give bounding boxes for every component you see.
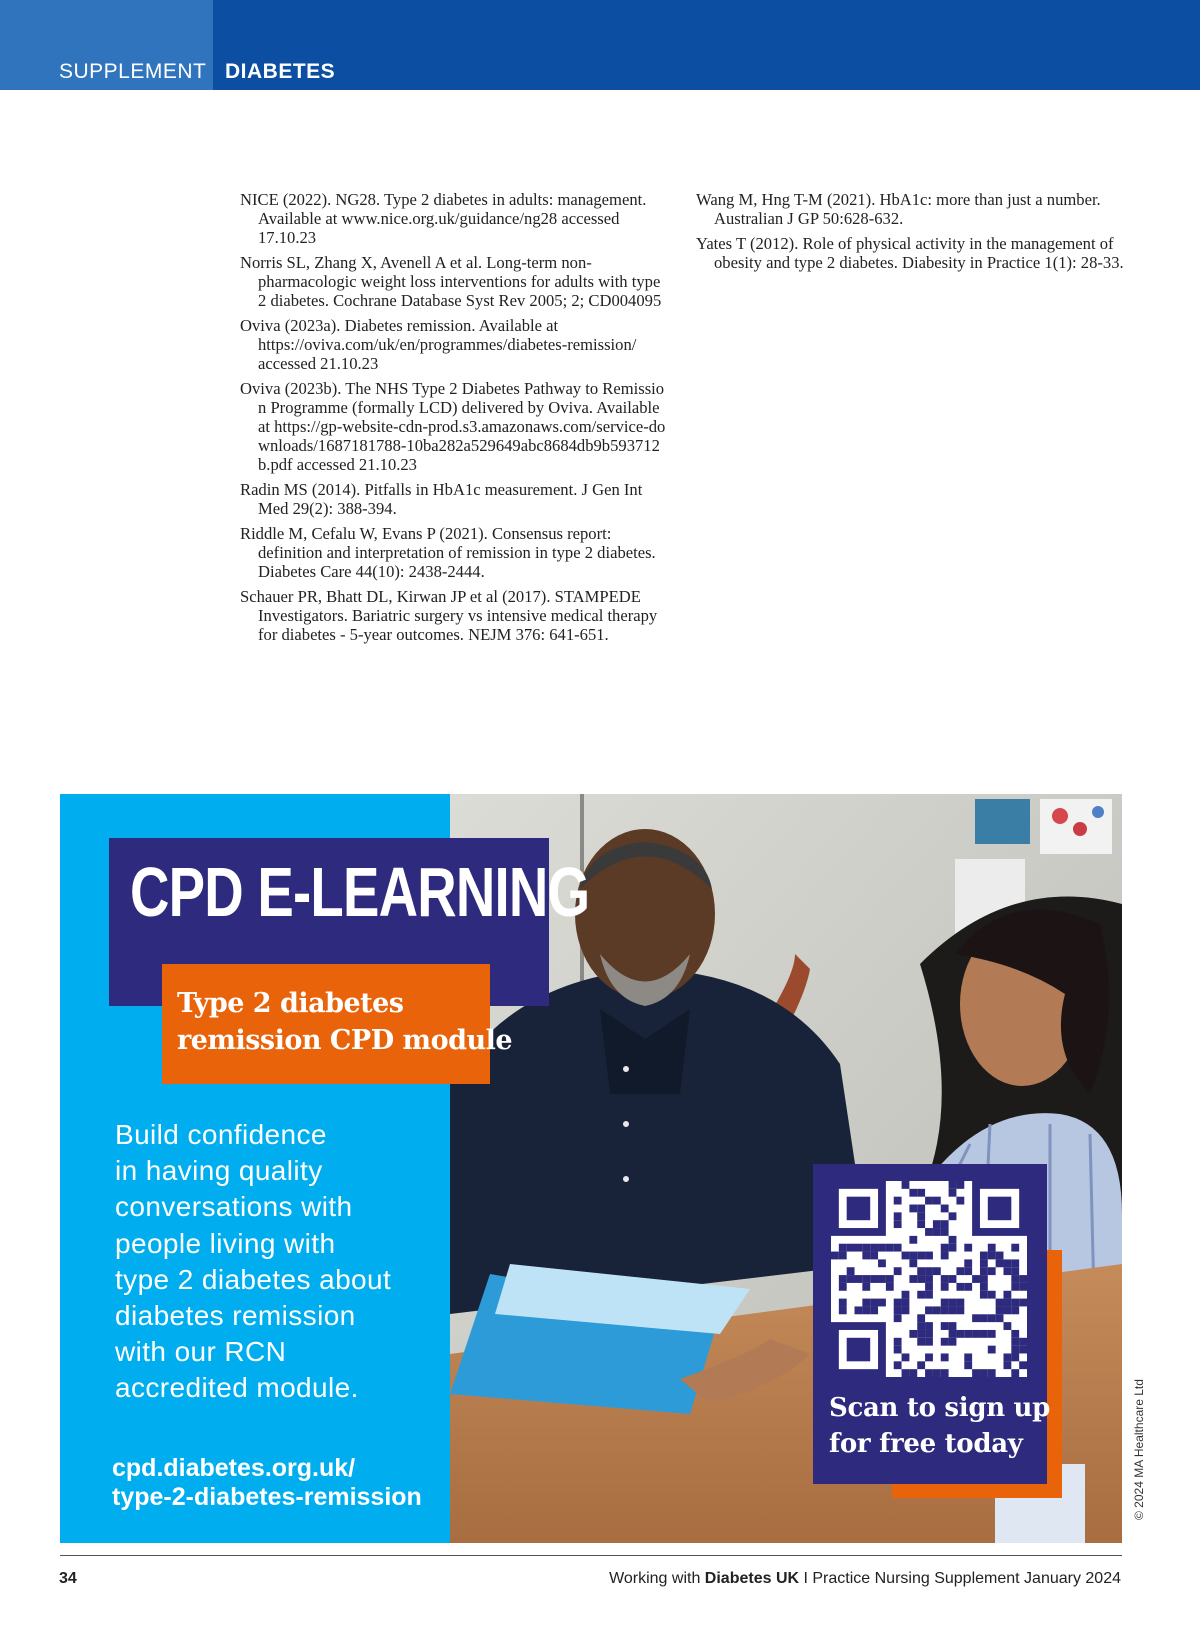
qr-module xyxy=(941,1338,949,1346)
qr-module xyxy=(956,1197,964,1205)
body-line: Build confidence xyxy=(115,1119,327,1150)
qr-module xyxy=(1011,1267,1019,1275)
reference-item: Wang M, Hng T-M (2021). HbA1c: more than just a number. Australian J GP 50:628-632. xyxy=(696,190,1101,228)
qr-module xyxy=(862,1299,870,1307)
qr-module xyxy=(925,1306,933,1314)
qr-module xyxy=(1019,1361,1027,1369)
qr-module xyxy=(902,1353,910,1361)
qr-module xyxy=(996,1314,1004,1322)
qr-module xyxy=(870,1275,878,1283)
body-line: type 2 diabetes about xyxy=(115,1263,392,1295)
qr-module xyxy=(941,1369,949,1377)
qr-module xyxy=(847,1275,855,1283)
qr-module xyxy=(988,1291,996,1299)
qr-module xyxy=(988,1314,996,1322)
qr-module xyxy=(894,1267,902,1275)
qr-module xyxy=(894,1220,902,1228)
qr-module xyxy=(909,1189,917,1197)
qr-module xyxy=(1011,1338,1019,1346)
qr-module xyxy=(980,1259,988,1267)
footer-divider xyxy=(60,1555,1122,1556)
qr-module xyxy=(909,1205,917,1213)
qr-module xyxy=(980,1291,988,1299)
qr-module xyxy=(909,1275,917,1283)
qr-module xyxy=(894,1197,902,1205)
qr-module xyxy=(964,1330,972,1338)
qr-code-icon[interactable] xyxy=(831,1181,1027,1377)
qr-module xyxy=(870,1306,878,1314)
qr-module xyxy=(870,1252,878,1260)
advert-url[interactable] xyxy=(112,1454,422,1512)
qr-module xyxy=(988,1244,996,1252)
qr-module xyxy=(925,1267,933,1275)
qr-module xyxy=(1003,1322,1011,1330)
qr-module xyxy=(964,1283,972,1291)
qr-module xyxy=(980,1267,988,1275)
qr-module xyxy=(839,1283,847,1291)
qr-module xyxy=(1019,1299,1027,1307)
body-line: people living with xyxy=(115,1227,336,1259)
qr-module xyxy=(980,1314,988,1322)
qr-module xyxy=(964,1244,972,1252)
qr-module xyxy=(925,1252,933,1260)
reference-item: Riddle M, Cefalu W, Evans P (2021). Consensus report: definition and interpretation of remission in type 2 diabetes. Diabetes Care 44(10): 2438-2444. xyxy=(240,524,656,581)
qr-module xyxy=(917,1338,925,1346)
qr-module xyxy=(980,1252,988,1260)
qr-module xyxy=(972,1275,980,1283)
qr-module xyxy=(980,1275,988,1283)
qr-module xyxy=(988,1197,1012,1221)
qr-module xyxy=(917,1330,925,1338)
qr-module xyxy=(847,1338,871,1362)
module-label-line-1: Type 2 diabetes xyxy=(177,988,404,1019)
qr-module xyxy=(1003,1299,1011,1307)
qr-module xyxy=(1003,1267,1011,1275)
qr-module xyxy=(972,1369,980,1377)
qr-module xyxy=(949,1181,957,1189)
qr-module xyxy=(862,1252,870,1260)
qr-module xyxy=(909,1330,917,1338)
qr-module xyxy=(988,1252,996,1260)
qr-module xyxy=(839,1252,847,1260)
qr-module xyxy=(1011,1283,1019,1291)
qr-module xyxy=(917,1205,925,1213)
qr-module xyxy=(988,1330,996,1338)
qr-module xyxy=(909,1252,917,1260)
qr-module xyxy=(941,1283,949,1291)
qr-module xyxy=(902,1369,910,1377)
reference-item: Oviva (2023b). The NHS Type 2 Diabetes Pathway to Remission Programme (formally LCD) delivered by Oviva. Available at https://gp-website-cdn-prod.s3.amazonaws.com/service-downloads/1687181788-10ba282a529649abc8684db9b593712b.pdf accessed 21.10.23 xyxy=(240,379,666,474)
qr-module xyxy=(996,1299,1004,1307)
qr-module xyxy=(972,1330,980,1338)
qr-module xyxy=(933,1228,941,1236)
qr-module xyxy=(862,1275,870,1283)
qr-module xyxy=(1003,1361,1011,1369)
qr-module xyxy=(1003,1291,1011,1299)
qr-module xyxy=(839,1275,847,1283)
qr-module xyxy=(949,1306,957,1314)
footer-brand: Diabetes UK xyxy=(704,1570,800,1587)
reference-item: Yates T (2012). Role of physical activity in the management of obesity and type 2 diabetes. Diabesity in Practice 1(1): 28-33. xyxy=(696,234,1124,272)
references-column-2 xyxy=(696,190,1126,278)
qr-module xyxy=(894,1314,902,1322)
qr-module xyxy=(925,1228,933,1236)
qr-module xyxy=(980,1330,988,1338)
header-band xyxy=(0,0,1200,90)
qr-module xyxy=(925,1197,933,1205)
body-line: conversations with xyxy=(115,1191,353,1223)
qr-module xyxy=(980,1283,988,1291)
qr-module xyxy=(917,1361,925,1369)
qr-module xyxy=(925,1283,933,1291)
body-line: diabetes remission xyxy=(115,1300,356,1332)
qr-module xyxy=(996,1252,1004,1260)
qr-module xyxy=(1011,1330,1019,1338)
qr-module xyxy=(870,1299,878,1307)
qr-module xyxy=(1011,1353,1019,1361)
qr-module xyxy=(1003,1306,1011,1314)
qr-module xyxy=(902,1306,910,1314)
page-number: 34 xyxy=(59,1570,77,1587)
qr-module xyxy=(988,1346,996,1354)
qr-module xyxy=(925,1353,933,1361)
qr-module xyxy=(949,1244,957,1252)
qr-module xyxy=(878,1259,886,1267)
qr-module xyxy=(839,1306,847,1314)
header-section-label: SUPPLEMENT xyxy=(59,60,207,83)
qr-module xyxy=(1011,1306,1019,1314)
qr-module xyxy=(917,1220,925,1228)
qr-module xyxy=(956,1330,964,1338)
qr-module xyxy=(941,1353,949,1361)
qr-module xyxy=(909,1236,917,1244)
qr-module xyxy=(917,1314,925,1322)
qr-module xyxy=(964,1353,972,1361)
qr-module xyxy=(941,1275,949,1283)
qr-module xyxy=(917,1212,925,1220)
qr-module xyxy=(862,1283,870,1291)
qr-module xyxy=(909,1369,917,1377)
qr-module xyxy=(996,1259,1004,1267)
qr-module xyxy=(964,1267,972,1275)
qr-module xyxy=(902,1181,910,1189)
qr-module xyxy=(902,1252,910,1260)
qr-module xyxy=(941,1306,949,1314)
qr-module xyxy=(847,1197,871,1221)
qr-module xyxy=(925,1338,933,1346)
qr-module xyxy=(894,1338,902,1346)
qr-module xyxy=(886,1283,894,1291)
module-label-line-2: remission CPD module xyxy=(177,1025,513,1056)
qr-module xyxy=(831,1252,839,1260)
qr-module xyxy=(956,1267,964,1275)
module-label xyxy=(177,985,512,1059)
qr-module xyxy=(933,1267,941,1275)
body-line: accredited module. xyxy=(115,1372,359,1404)
qr-module xyxy=(941,1228,949,1236)
qr-module xyxy=(902,1291,910,1299)
advert-body-text xyxy=(115,1117,445,1407)
qr-module xyxy=(956,1283,964,1291)
qr-module xyxy=(886,1244,894,1252)
qr-module xyxy=(878,1244,886,1252)
qr-module xyxy=(839,1244,847,1252)
qr-module xyxy=(1019,1338,1027,1346)
scan-cta-line-1: Scan to sign up xyxy=(829,1393,1051,1423)
qr-module xyxy=(1011,1244,1019,1252)
qr-module xyxy=(855,1306,863,1314)
reference-item: Oviva (2023a). Diabetes remission. Available at https://oviva.com/uk/en/programmes/diabetes-remission/ accessed 21.10.23 xyxy=(240,316,637,373)
qr-module xyxy=(839,1299,847,1307)
qr-module xyxy=(925,1322,933,1330)
qr-module xyxy=(1011,1275,1019,1283)
qr-module xyxy=(941,1220,949,1228)
qr-module xyxy=(941,1322,949,1330)
qr-module xyxy=(949,1275,957,1283)
qr-module xyxy=(1011,1346,1019,1354)
qr-module xyxy=(925,1275,933,1283)
qr-module xyxy=(980,1369,988,1377)
qr-module xyxy=(917,1291,925,1299)
qr-module xyxy=(870,1244,878,1252)
qr-module xyxy=(949,1212,957,1220)
qr-module xyxy=(847,1267,855,1275)
qr-module xyxy=(894,1306,902,1314)
qr-module xyxy=(949,1330,957,1338)
qr-module xyxy=(972,1314,980,1322)
cpd-advert xyxy=(60,794,1122,1543)
qr-module xyxy=(894,1346,902,1354)
qr-module xyxy=(956,1299,964,1307)
qr-module xyxy=(1011,1369,1019,1377)
copyright-notice: © 2024 MA Healthcare Ltd xyxy=(1132,1379,1146,1520)
footer-publication xyxy=(609,1570,1121,1588)
qr-module xyxy=(949,1322,957,1330)
qr-module xyxy=(964,1361,972,1369)
qr-module xyxy=(917,1322,925,1330)
qr-module xyxy=(925,1330,933,1338)
qr-module xyxy=(941,1252,949,1260)
footer-suffix: I Practice Nursing Supplement January 2024 xyxy=(799,1570,1121,1587)
qr-module xyxy=(917,1267,925,1275)
qr-module xyxy=(949,1338,957,1346)
qr-module xyxy=(988,1267,996,1275)
scan-cta xyxy=(829,1390,1050,1462)
qr-module xyxy=(878,1299,886,1307)
qr-module xyxy=(1011,1259,1019,1267)
qr-module xyxy=(933,1306,941,1314)
references-column-1 xyxy=(240,190,670,650)
reference-item: NICE (2022). NG28. Type 2 diabetes in adults: management. Available at www.nice.org.uk/guidance/ng28 accessed 17.10.23 xyxy=(240,190,647,247)
advert-url-line-1: cpd.diabetes.org.uk/ xyxy=(112,1454,356,1482)
footer-prefix: Working with xyxy=(609,1570,705,1587)
reference-item: Radin MS (2014). Pitfalls in HbA1c measurement. J Gen Int Med 29(2): 388-394. xyxy=(240,480,643,518)
qr-module xyxy=(862,1244,870,1252)
qr-module xyxy=(909,1259,917,1267)
qr-module xyxy=(933,1220,941,1228)
qr-module xyxy=(949,1236,957,1244)
body-line: in having quality xyxy=(115,1155,323,1187)
qr-module xyxy=(988,1369,996,1377)
qr-module xyxy=(996,1306,1004,1314)
qr-module xyxy=(917,1189,925,1197)
qr-module xyxy=(917,1275,925,1283)
qr-module xyxy=(878,1275,886,1283)
qr-module xyxy=(894,1299,902,1307)
qr-module xyxy=(917,1252,925,1260)
qr-module xyxy=(1011,1299,1019,1307)
cpd-title: CPD E-LEARNING xyxy=(130,853,590,931)
qr-module xyxy=(956,1181,964,1189)
reference-item: Schauer PR, Bhatt DL, Kirwan JP et al (2017). STAMPEDE Investigators. Bariatric surgery vs intensive medical therapy for diabetes - 5-year outcomes. NEJM 376: 641-651. xyxy=(240,587,658,644)
qr-module xyxy=(956,1306,964,1314)
qr-module xyxy=(855,1275,863,1283)
qr-module xyxy=(933,1197,941,1205)
qr-module xyxy=(855,1244,863,1252)
header-topic-label: DIABETES xyxy=(225,60,336,83)
qr-module xyxy=(925,1369,933,1377)
qr-module xyxy=(925,1291,933,1299)
qr-module xyxy=(894,1212,902,1220)
qr-module xyxy=(933,1369,941,1377)
qr-module xyxy=(949,1299,957,1307)
qr-module xyxy=(862,1306,870,1314)
reference-item: Norris SL, Zhang X, Avenell A et al. Long-term non-pharmacologic weight loss interventions for adults with type 2 diabetes. Cochrane Database Syst Rev 2005; 2; CD004095 xyxy=(240,253,662,310)
qr-module xyxy=(1003,1259,1011,1267)
qr-module xyxy=(894,1244,902,1252)
qr-module xyxy=(941,1244,949,1252)
qr-module xyxy=(949,1189,957,1197)
qr-module xyxy=(941,1205,949,1213)
qr-module xyxy=(886,1275,894,1283)
qr-module xyxy=(894,1361,902,1369)
qr-module xyxy=(1019,1283,1027,1291)
qr-module xyxy=(941,1299,949,1307)
qr-module xyxy=(964,1259,972,1267)
body-line: with our RCN xyxy=(115,1336,287,1368)
advert-url-line-2: type-2-diabetes-remission xyxy=(112,1483,422,1511)
scan-cta-line-2: for free today xyxy=(829,1429,1023,1459)
qr-module xyxy=(1019,1346,1027,1354)
qr-module xyxy=(1019,1275,1027,1283)
qr-module xyxy=(902,1299,910,1307)
qr-module xyxy=(847,1244,855,1252)
qr-module xyxy=(1003,1353,1011,1361)
